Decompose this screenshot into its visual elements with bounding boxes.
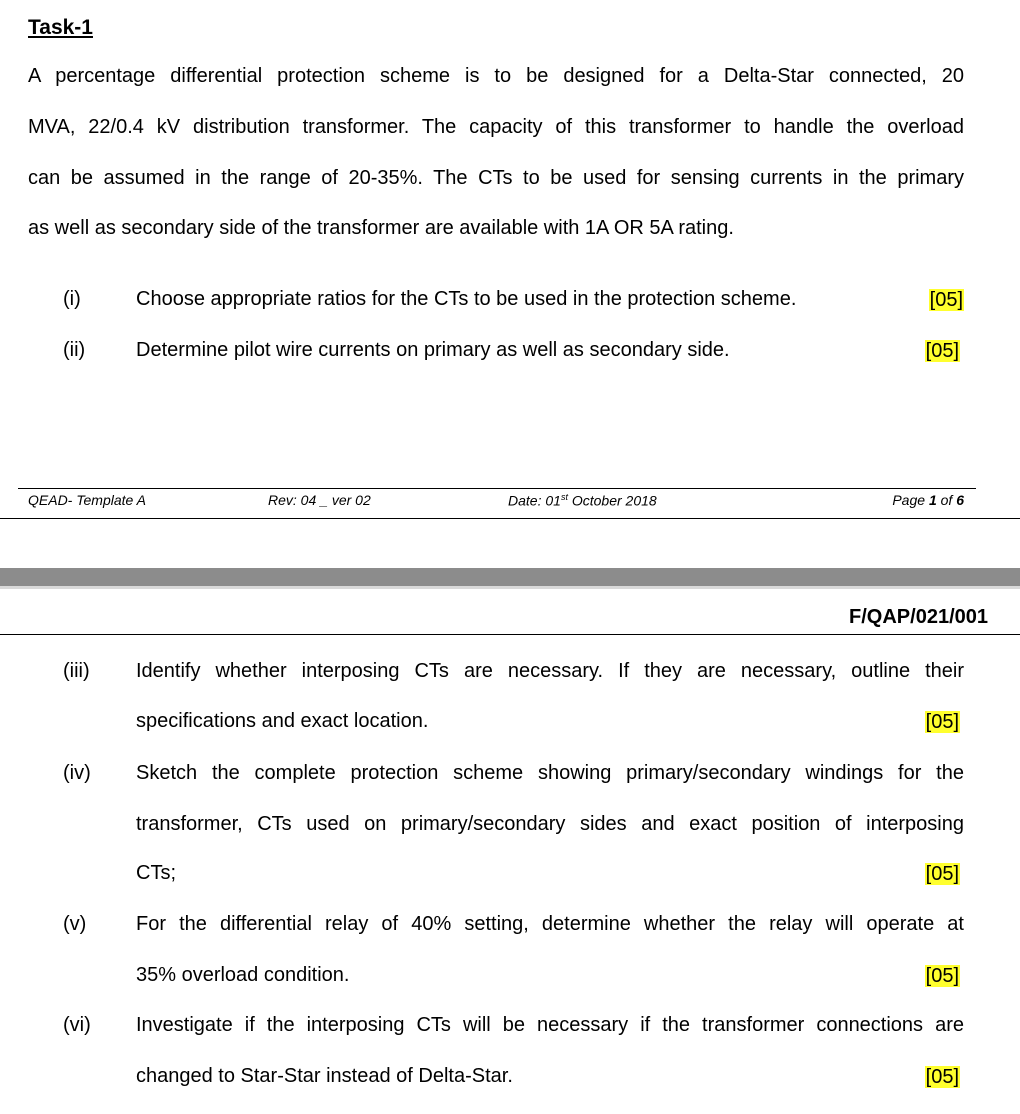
intro-line-4: as well as secondary side of the transformer are available with 1A OR 5A rating. — [28, 217, 734, 239]
marks-badge: [05] — [929, 289, 963, 311]
question-text: Sketch the complete protection scheme showing primary/secondary windings for the — [136, 762, 964, 784]
page-break-band — [0, 568, 1020, 586]
marks-badge: [05] — [925, 965, 959, 987]
intro-line-3: can be assumed in the range of 20-35%. The CTs to be used for sensing currents in the primary — [28, 167, 964, 189]
footer-template: QEAD- Template A — [28, 492, 147, 508]
footer-date: Date: 01st October 2018 — [508, 492, 657, 509]
footer-top-rule — [18, 488, 976, 489]
question-number: (ii) — [63, 339, 86, 361]
question-text: CTs; — [136, 862, 176, 884]
document-reference: F/QAP/021/001 — [849, 606, 988, 628]
footer-rev: Rev: 04 _ ver 02 — [268, 492, 371, 508]
intro-line-2: MVA, 22/0.4 kV distribution transformer. The capacity of this transformer to handle the overload — [28, 116, 964, 138]
question-number: (v) — [63, 913, 87, 935]
question-text: Choose appropriate ratios for the CTs to be used in the protection scheme. — [136, 288, 797, 310]
question-text: 35% overload condition. — [136, 964, 350, 986]
question-text: changed to Star-Star instead of Delta-Star. — [136, 1065, 513, 1087]
question-text: specifications and exact location. — [136, 710, 429, 732]
footer-page-number: Page 1 of 6 — [892, 492, 964, 508]
task-title: Task-1 — [28, 16, 93, 39]
page-break-shadow — [0, 586, 1020, 589]
question-text: transformer, CTs used on primary/secondary sides and exact position of interposing — [136, 813, 964, 835]
marks-badge: [05] — [925, 340, 959, 362]
header-rule — [0, 634, 1020, 635]
question-text: For the differential relay of 40% setting, determine whether the relay will operate at — [136, 913, 964, 935]
question-text: Identify whether interposing CTs are necessary. If they are necessary, outline their — [136, 660, 964, 682]
intro-line-1: A percentage differential protection scheme is to be designed for a Delta-Star connected, 20 — [28, 65, 964, 87]
question-number: (iv) — [63, 762, 91, 784]
marks-badge: [05] — [925, 1066, 959, 1088]
question-number: (i) — [63, 288, 81, 310]
marks-badge: [05] — [925, 711, 959, 733]
marks-badge: [05] — [925, 863, 959, 885]
question-text: Determine pilot wire currents on primary as well as secondary side. — [136, 339, 730, 361]
question-text: Investigate if the interposing CTs will be necessary if the transformer connections are — [136, 1014, 964, 1036]
question-number: (iii) — [63, 660, 90, 682]
footer-bottom-rule — [0, 518, 1020, 519]
question-number: (vi) — [63, 1014, 91, 1036]
